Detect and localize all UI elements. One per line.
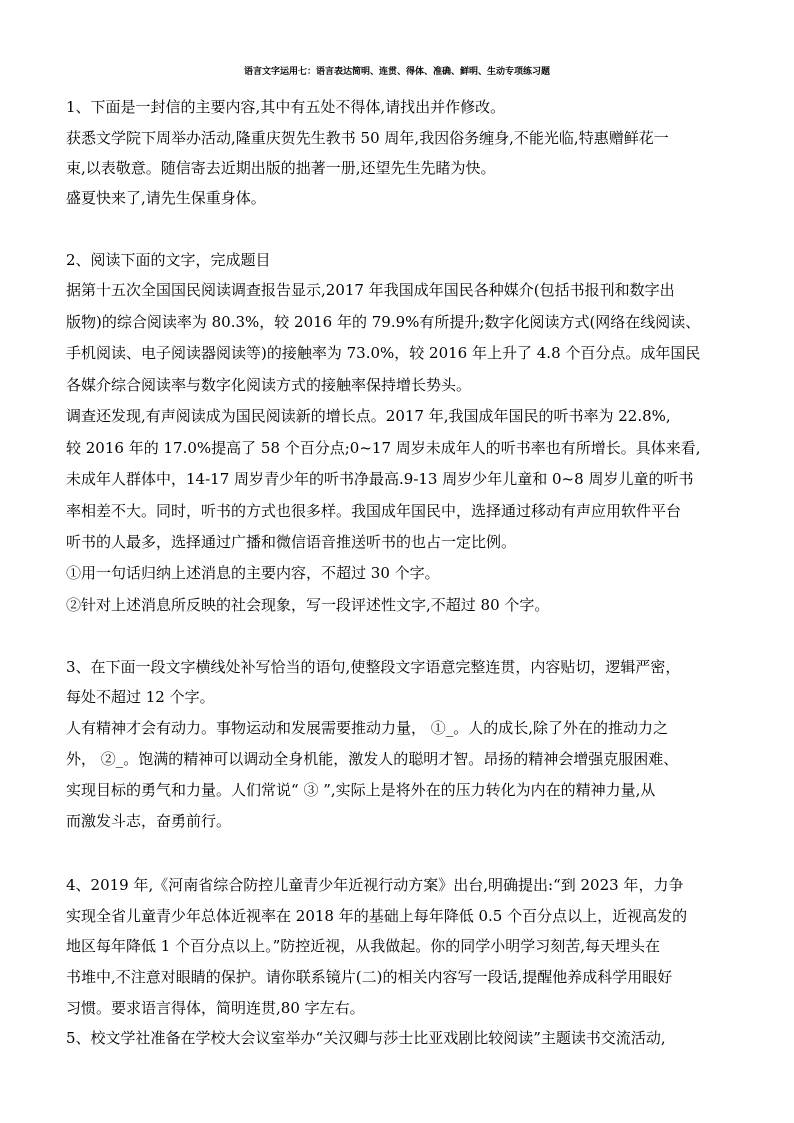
q3-text-line-1: 人有精神才会有动力。事物运动和发展需要推动力量， ①_。人的成长,除了外在的推动力之	[66, 719, 669, 737]
q4-text-line-1: 4、2019 年,《河南省综合防控儿童青少年近视行动方案》出台,明确提出:“到 2023 年，力争	[66, 876, 684, 894]
q3-prompt-line-1: 3、在下面一段文字横线处补写恰当的语句,使整段文字语意完整连贯，内容贴切，逻辑严密，	[66, 658, 681, 676]
q4-text-line-2: 实现全省儿童青少年总体近视率在 2018 年的基础上每年降低 0.5 个百分点以上，近视高发的	[66, 907, 688, 925]
q2-text-line-1: 据第十五次全国国民阅读调查报告显示,2017 年我国成年国民各种媒介(包括书报刊和数字出	[66, 281, 675, 299]
q2-prompt: 2、阅读下面的文字，完成题目	[66, 251, 271, 269]
q4-text-line-4: 书堆中,不注意对眼睛的保护。请你联系镜片(二)的相关内容写一段话,提醒他养成科学用眼好	[66, 968, 673, 986]
q2-text-line-6: 较 2016 年的 17.0%提高了 58 个百分点;0~17 周岁未成年人的听书率也有所增长。具体来看,	[66, 439, 701, 457]
q2-text-line-8: 率相差不大。同时，听书的方式也很多样。我国成年国民中，选择通过移动有声应用软件平台	[66, 502, 682, 520]
q1-letter-line-3: 盛夏快来了,请先生保重身体。	[66, 189, 266, 207]
q2-subquestion-2: ②针对上述消息所反映的社会现象，写一段评述性文字,不超过 80 个字。	[66, 596, 550, 614]
q2-text-line-4: 各媒介综合阅读率与数字化阅读方式的接触率保持增长势头。	[66, 376, 472, 394]
q3-text-line-2: 外， ②_。饱满的精神可以调动全身机能，激发人的聪明才智。昂扬的精神会增强克服困难、	[66, 750, 679, 768]
q1-letter-line-2: 束,以表敬意。随信寄去近期出版的拙著一册,还望先生先睹为快。	[66, 159, 496, 177]
q1-prompt: 1、下面是一封信的主要内容,其中有五处不得体,请找出并作修改。	[66, 98, 506, 116]
q3-text-line-3: 实现目标的勇气和力量。人们常说“ ③ ”,实际上是将外在的压力转化为内在的精神力量,从	[66, 781, 656, 799]
q4-text-line-3: 地区每年降低 1 个百分点以上。”防控近视，从我做起。你的同学小明学习刻苦,每天埋头在	[66, 937, 661, 955]
q1-letter-line-1: 获悉文学院下周举办活动,隆重庆贺先生教书 50 周年,我因俗务缠身,不能光临,特惠赠鲜花一	[66, 129, 669, 147]
q2-text-line-9: 听书的人最多，选择通过广播和微信语音推送听书的也占一定比例。	[66, 533, 517, 551]
document-title: 语言文字运用七：语言表达简明、连贯、得体、准确、鲜明、生动专项练习题	[243, 67, 550, 77]
q2-text-line-7: 未成年人群体中，14-17 周岁青少年的听书净最高.9-13 周岁少年儿童和 0~8 周岁儿童的听书	[66, 470, 694, 488]
q5-text-line-1: 5、校文学社准备在学校大会议室举办“关汉卿与莎士比亚戏剧比较阅读”主题读书交流活动,	[66, 1029, 666, 1047]
q3-prompt-line-2: 每处不超过 12 个字。	[66, 688, 215, 706]
q2-text-line-2: 版物)的综合阅读率为 80.3%，较 2016 年的 79.9%有所提升;数字化阅读方式(网络在线阅读、	[66, 313, 701, 331]
q2-text-line-3: 手机阅读、电子阅读器阅读等)的接触率为 73.0%，较 2016 年上升了 4.8 个百分点。成年国民	[66, 344, 701, 362]
q2-text-line-5: 调查还发现,有声阅读成为国民阅读新的增长点。2017 年,我国成年国民的听书率为 22.8%,	[66, 407, 671, 425]
q3-text-line-4: 而激发斗志，奋勇前行。	[66, 812, 232, 830]
q4-text-line-5: 习惯。要求语言得体，简明连贯,80 字左右。	[66, 999, 365, 1017]
q2-subquestion-1: ①用一句话归纳上述消息的主要内容，不超过 30 个字。	[66, 564, 440, 582]
